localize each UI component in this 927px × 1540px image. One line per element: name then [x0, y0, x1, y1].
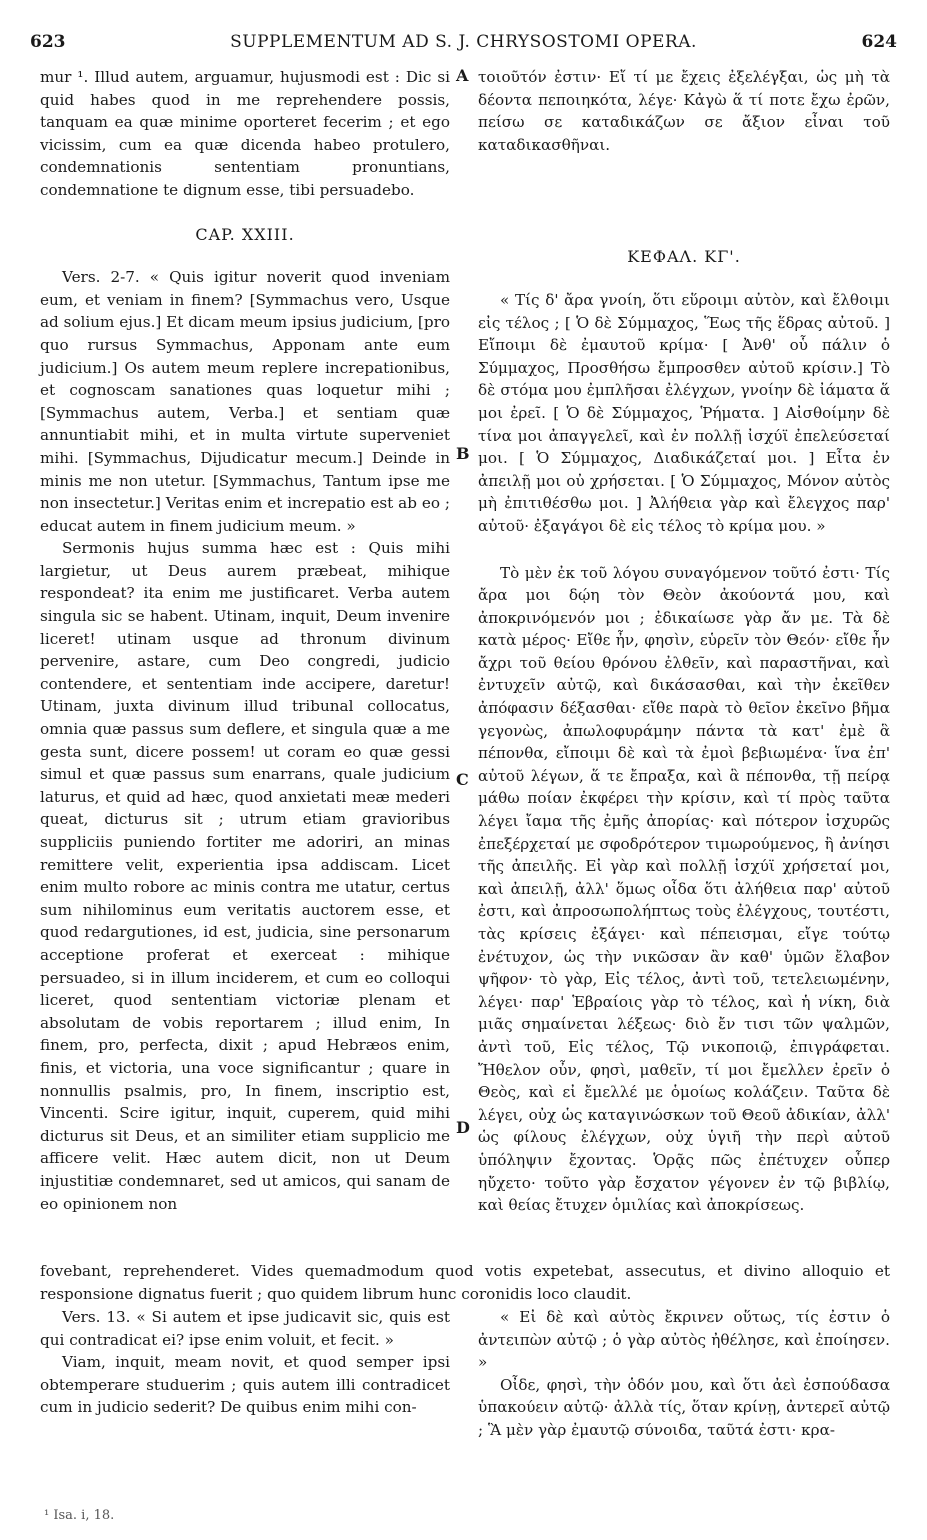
greek-column-bottom [478, 1306, 890, 1442]
margin-letter-c: C [456, 770, 469, 789]
margin-letter-d: D [456, 1118, 470, 1137]
margin-letter-a: A [456, 66, 469, 85]
greek-verse-13: « Εἰ δὲ καὶ αὐτὸς ἔκρινεν οὕτως, τίς ἐστιν ὁ ἀντειπὼν αὐτῷ ; ὁ γὰρ αὐτὸς ἠθέλησε, καὶ ἐποίησεν. » [478, 1308, 890, 1372]
greek-commentary: Τὸ μὲν ἐκ τοῦ λόγου συναγόμενον τοῦτό ἐστι· Τίς ἄρα μοι δῴη τὸν Θεὸν ἀκούοντά μου, καὶ ἀποκρινόμενόν μοι ; ἐδικαίωσε γὰρ ἄν με. Τὰ δὲ κατὰ μέρος· Εἴθε ἦν, φησὶν, εὑρεῖν τὸν Θεόν· εἴθε ἦν ἄχρι τοῦ θείου θρόνου ἐλθεῖν, καὶ παραστῆναι, καὶ ἐντυχεῖν αὐτῷ, καὶ δικάσασθαι, καὶ τὴν ἐκεῖθεν ἀπόφασιν δέξασθαι· εἴθε παρὰ τὸ θεῖον ἐκεῖνο βῆμα γεγονὼς, ἀπωλοφυράμην πάντα τὰ κατ' ἐμὲ ἃ πέπονθα, εἴποιμι δὲ καὶ τὰ ἐμοὶ βεβιωμένα· ἵνα ἐπ' αὐτοῦ λέγων, ἅ τε ἔπραξα, καὶ ἃ πέπονθα, τῇ πείρᾳ μάθω ποίαν ἐκφέρει τὴν κρίσιν, καὶ τί πρὸς ταῦτα λέγει ἴαμα τῆς ἐμῆς ἀπορίας· καὶ πότερον ἰσχυρῶς ἐπεξέρχεταί με σφοδρότερον τιμωρούμενος, ἢ ἀνίησι τῆς ἀπειλῆς. Εἰ γὰρ καὶ πολλῇ ἰσχύϊ χρήσεταί μοι, καὶ ἀπειλῇ, ἀλλ' ὅμως οἶδα ὅτι ἀλήθεια παρ' αὐτοῦ ἐστι, καὶ ἀπροσωπολήπτως τοὺς ἐλέγχους, τουτέστι, τὰς κρίσεις ἐξάγει· καὶ πέπεισμαι, εἴγε τούτῳ ἐνέτυχον, ὡς τὴν νικῶσαν ἂν καθ' ὑμῶν ἔλαβον ψῆφον· τὸ γὰρ, Εἰς τέλος, ἀντὶ τοῦ, τετελειωμένην, λέγει· παρ' Ἑβραίοις γὰρ τὸ τέλος, καὶ ἡ νίκη, διὰ μιᾶς σημαίνεται λέξεως· διὸ ἔν τισι τῶν ψαλμῶν, ἀντὶ τοῦ, Εἰς τέλος, Τῷ νικοποιῷ, ἐπιγράφεται. Ἤθελον οὖν, φησὶ, μαθεῖν, τί μοι ἔμελλεν ἐρεῖν ὁ Θεὸς, καὶ εἰ ἔμελλέ με ὁμοίως κολάζειν. Ταῦτα δὲ λέγει, οὐχ ὡς καταγινώσκων τοῦ Θεοῦ ἀδικίαν, ἀλλ' ὡς φίλους ἐλέγχων, οὐχ ὑγιῆ τὴν περὶ αὐτοῦ ὑπόληψιν ἔχοντας. Ὁρᾷς πῶς ἐπέτυχεν οὗπερ ηὔχετο· τοῦτο γὰρ ἔσχατον γέγονεν ἐν τῷ βιβλίῳ, καὶ θείας ἔτυχεν ὁμιλίας καὶ ἀποκρίσεως. [478, 563, 890, 1215]
greek-commentary-13: Οἶδε, φησὶ, τὴν ὁδόν μου, καὶ ὅτι ἀεὶ ἐσπούδασα ὑπακούειν αὐτῷ· ἀλλὰ τίς, ὅταν κρίνῃ, ἀντερεῖ αὐτῷ ; Ἃ μὲν γὰρ ἐμαυτῷ σύνοιδα, ταῦτά ἐστι· κρα- [478, 1375, 890, 1439]
margin-letter-b: B [456, 444, 470, 463]
latin-column-bottom [40, 1306, 450, 1419]
running-title: SUPPLEMENTUM AD S. J. CHRYSOSTOMI OPERA. [230, 32, 697, 52]
greek-column [478, 66, 890, 1217]
latin-chapter-heading: CAP. XXIII. [195, 224, 295, 244]
latin-commentary: Sermonis hujus summa hæc est : Quis mihi largietur, ut Deus aurem præbeat, mihique respondeat? ita enim me justificaret. Verba autem singula sic se habent. Utinam, inquit, Deum invenire liceret! utinam usque ad thronum divinum pervenire, astare, cum Deo congredi, judicio contendere, et sententiam inde accipere, daretur! Utinam, juxta divinum illud tribunal collocatus, omnia quæ passus sum deflere, et singula quæ a me gesta sunt, dicere possem! ut coram eo quæ gessi simul et quæ passus sum enarrans, quale judicium laturus, et quid ad hæc, quod anxietati meæ mederi queat, dicturus sit ; utrum etiam gravioribus suppliciis puniendo fortiter me adoriri, an minas remittere velit, experientia ipsa addiscam. Licet enim multo robore ac minis contra me utatur, certus sum nihilominus eum veritatis auctorem esse, et quod redargutiones, id est, judicia, sine personarum acceptione proferat et exerceat : mihique persuadeo, si in illum inciderem, et cum eo colloqui liceret, quod sententiam victoriæ plenam et absolutam de vobis reportarem ; illud enim, In finem, pro, perfecta, dixit ; apud Hebræos enim, finis, et victoria, una voce significantur ; quare in nonnullis psalmis, pro, In finem, inscriptio est, Vincenti. Scire igitur, inquit, cuperem, quid mihi dicturus sit Deus, et an similiter etiam supplicio me afficere velit. Hæc autem dicit, non ut Deum injustitiæ condemnaret, sed ut amicos, qui sanam de eo opinionem non [40, 539, 450, 1213]
full-width-passage [40, 1260, 890, 1305]
latin-verse-13: Vers. 13. « Si autem et ipse judicavit sic, quis est qui contradicat ei? ipse enim voluit, et fecit. » [40, 1308, 450, 1349]
greek-intro: τοιοῦτόν ἐστιν· Εἴ τί με ἔχεις ἐξελέγξαι, ὡς μὴ τὰ δέοντα πεποιηκότα, λέγε· Κἀγὼ ἅ τί ποτε ἔχω ἐρῶν, πείσω σε καταδικάζων σε ἄξιον εἶναι τοῦ καταδικασθῆναι. [478, 68, 890, 154]
latin-column [40, 66, 450, 1215]
latin-verse-2-7: Vers. 2-7. « Quis igitur noverit quod inveniam eum, et veniam in finem? [Symmachus vero, Usque ad solium ejus.] Et dicam meum ipsius judicium, [pro quo rursus Symmachus, Apponam ante eum judicium.] Os autem meum replere increpationibus, et cognoscam sanationes quas loquetur mihi ; [Symmachus autem, Verba.] et sentiam quæ annuntiabit mihi, et in multa virtute superveniet mihi. [Symmachus, Dijudicatur mecum.] Deinde in minis me non utetur. [Symmachus, Tantum ipse me non insectetur.] Veritas enim et increpatio est ab eo ; educat autem in finem judicium meum. » [40, 268, 450, 535]
page-number-left: 623 [30, 32, 66, 52]
latin-commentary-13: Viam, inquit, meam novit, et quod semper ipsi obtemperare studuerim ; quis autem illi contradicet cum in judicio sederit? De quibus enim mihi con- [40, 1353, 450, 1417]
footnote: ¹ Isa. i, 18. [44, 1508, 115, 1523]
greek-verse-2-7: « Τίς δ' ἄρα γνοίη, ὅτι εὕροιμι αὐτὸν, καὶ ἔλθοιμι εἰς τέλος ; [ Ὁ δὲ Σύμμαχος, Ἕως τῆς ἕδρας αὐτοῦ. ] Εἴποιμι δὲ ἐμαυτοῦ κρίμα· [ Ἀνθ' οὗ πάλιν ὁ Σύμμαχος, Προσθήσω ἔμπροσθεν αὐτοῦ κρίσιν.] Τὸ δὲ στόμα μου ἐμπλῆσαι ἐλέγχων, γνοίην δὲ ἰάματα ἅ μοι ἐρεῖ. [ Ὁ δὲ Σύμμαχος, Ῥήματα. ] Αἰσθοίμην δὲ τίνα μοι ἀπαγγελεῖ, καὶ ἐν πολλῇ ἰσχύϊ ἐπελεύσεταί μοι. [ Ὁ Σύμμαχος, Διαδικάζεταί μοι. ] Εἶτα ἐν ἀπειλῇ μοι οὐ χρήσεται. [ Ὁ Σύμμαχος, Μόνον αὐτὸς μὴ ἐπιτιθέσθω μοι. ] Ἀλήθεια γὰρ καὶ ἔλεγχος παρ' αὐτοῦ· ἐξαγάγοι δὲ εἰς τέλος τὸ κρίμα μου. » [478, 290, 890, 535]
greek-chapter-heading: ΚΕΦΑΛ. ΚΓ'. [627, 247, 741, 267]
page-number-right: 624 [861, 32, 897, 52]
latin-intro: mur ¹. Illud autem, arguamur, hujusmodi est : Dic si quid habes quod in me reprehendere possis, tanquam ea quæ minime oporteret fecerim ; et ego vicissim, cum ea quæ dicenda habeo protulero, condemnationis sententiam pronuntians, condemnatione te dignum esse, tibi persuadebo. [40, 68, 450, 199]
running-header [30, 32, 897, 56]
full-width-text: fovebant, reprehenderet. Vides quemadmodum quod votis expetebat, assecutus, et divino alloquio et responsione dignatus fuerit ; quo quidem librum hunc coronidis loco claudit. [40, 1262, 890, 1303]
